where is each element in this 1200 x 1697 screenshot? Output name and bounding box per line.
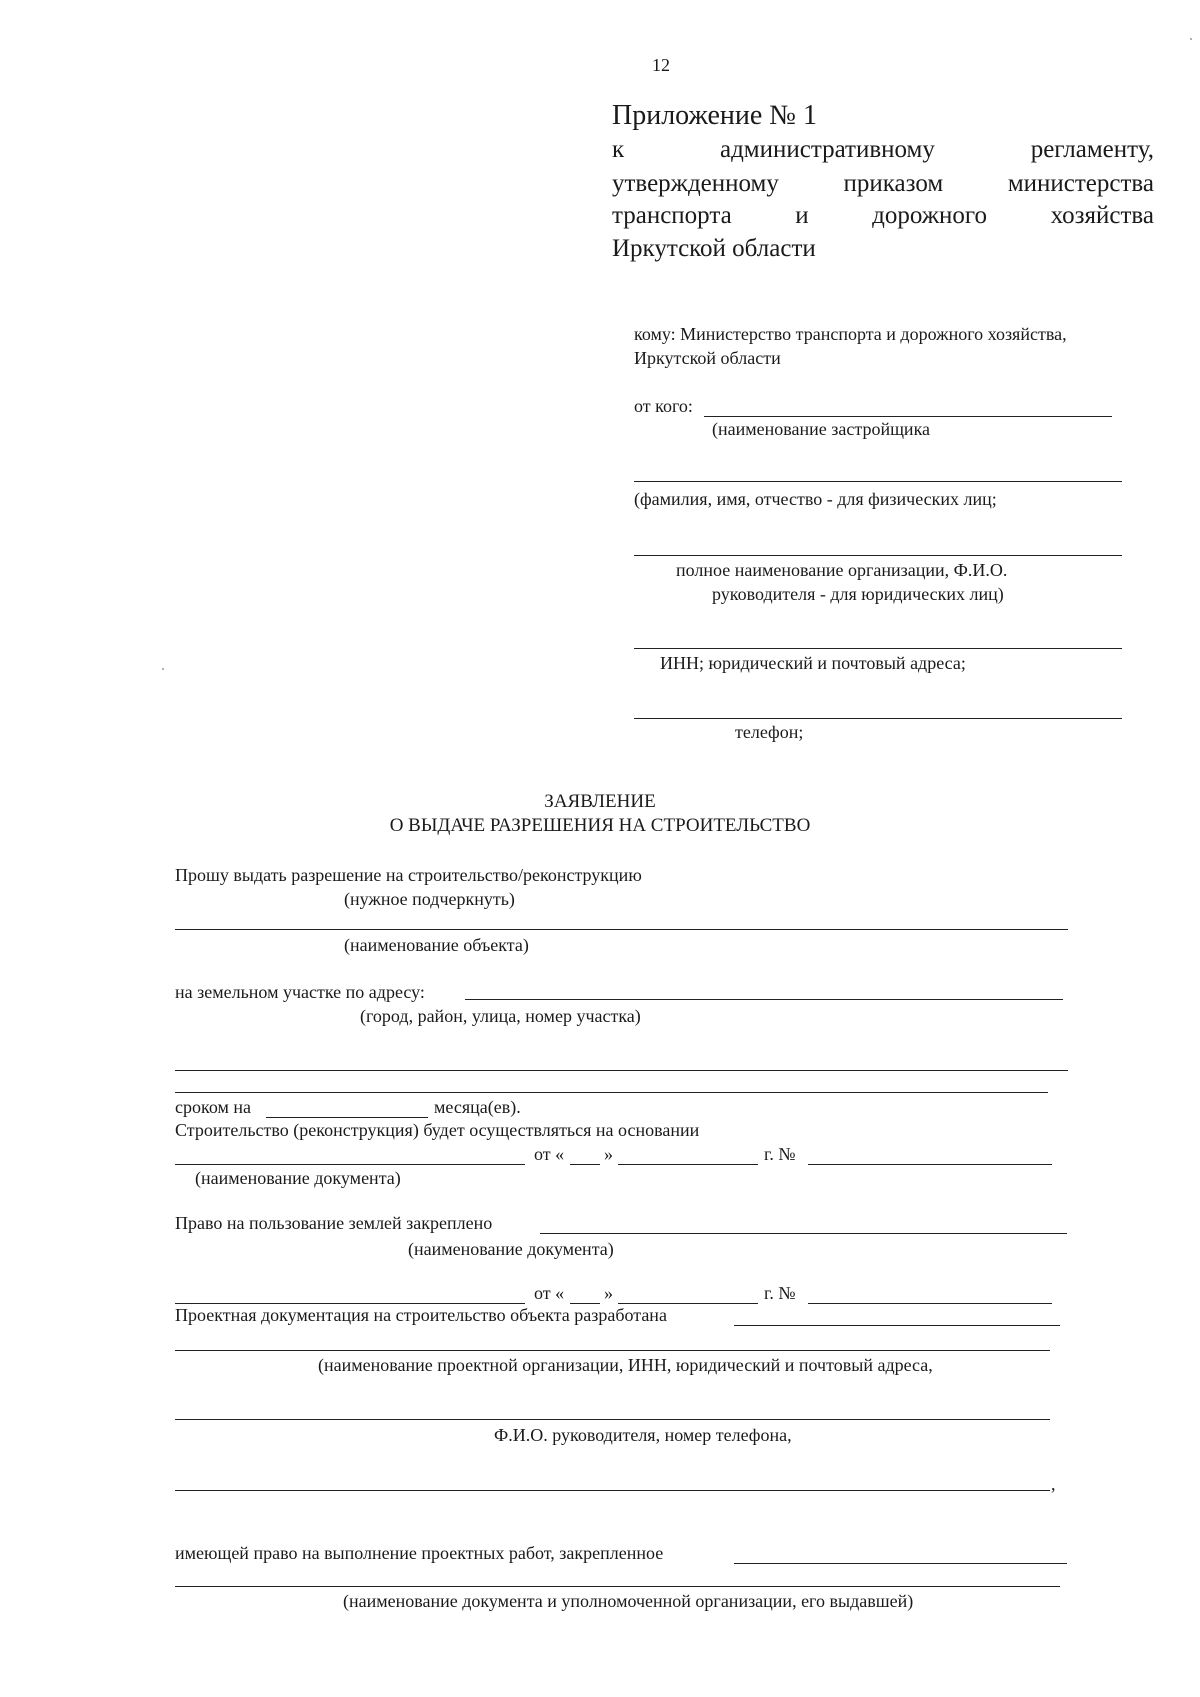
inn-caption: ИНН; юридический и почтовый адреса; bbox=[660, 653, 966, 673]
person-fill-line[interactable] bbox=[634, 481, 1122, 482]
appendix-title: Приложение № 1 bbox=[612, 100, 817, 131]
page-number: 12 bbox=[652, 55, 670, 75]
org-caption-1: полное наименование организации, Ф.И.О. bbox=[676, 560, 1008, 580]
project-fill-line-2[interactable] bbox=[175, 1350, 1050, 1351]
land-day-fill-line[interactable] bbox=[570, 1303, 600, 1304]
person-caption: (фамилия, имя, отчество - для физических лиц; bbox=[634, 489, 997, 509]
appendix-word: и bbox=[795, 202, 809, 229]
trailing-comma: , bbox=[1051, 1474, 1056, 1494]
doc-caption-1: (наименование документа) bbox=[195, 1168, 401, 1188]
appendix-word: утвержденному bbox=[612, 170, 779, 197]
appendix-word: к bbox=[612, 136, 625, 163]
right-to-work-text: имеющей право на выполнение проектных работ, закрепленное bbox=[175, 1543, 664, 1563]
basis-doc-fill-line[interactable] bbox=[175, 1164, 525, 1165]
address-fill-line[interactable] bbox=[465, 999, 1063, 1000]
year-no: г. № bbox=[764, 1144, 796, 1164]
statement-title: ЗАЯВЛЕНИЕ bbox=[544, 791, 656, 812]
addressee-to-line-2: Иркутской области bbox=[634, 348, 781, 368]
term-label: сроком на bbox=[175, 1097, 251, 1117]
org-fill-line[interactable] bbox=[634, 555, 1122, 556]
land-right-text: Право на пользование землей закреплено bbox=[175, 1213, 493, 1233]
basis-text: Строительство (реконструкция) будет осуществляться на основании bbox=[175, 1120, 700, 1140]
appendix-line-4: Иркутской области bbox=[612, 235, 816, 262]
year-no-2: г. № bbox=[764, 1283, 796, 1303]
head-fill-line-2[interactable] bbox=[175, 1490, 1050, 1491]
basis-day-fill-line[interactable] bbox=[570, 1164, 600, 1165]
appendix-line-3 bbox=[612, 202, 1154, 230]
scan-speck bbox=[162, 668, 164, 670]
underline-note: (нужное подчеркнуть) bbox=[344, 889, 515, 909]
phone-caption: телефон; bbox=[735, 722, 804, 742]
appendix-word: транспорта bbox=[612, 202, 732, 229]
org-caption-2: руководителя - для юридических лиц) bbox=[712, 584, 1004, 604]
months-label: месяца(ев). bbox=[434, 1097, 521, 1117]
basis-number-fill-line[interactable] bbox=[808, 1164, 1052, 1165]
address-caption: (город, район, улица, номер участка) bbox=[360, 1006, 641, 1026]
doc-caption-2: (наименование документа) bbox=[408, 1239, 614, 1259]
land-doc-fill-line[interactable] bbox=[175, 1303, 525, 1304]
from-fill-line[interactable] bbox=[704, 416, 1112, 417]
from-label: от кого: bbox=[634, 396, 693, 416]
appendix-word: министерства bbox=[1007, 170, 1154, 197]
appendix-word: административному bbox=[719, 136, 935, 163]
object-caption: (наименование объекта) bbox=[344, 935, 529, 955]
right-to-work-fill-line[interactable] bbox=[734, 1563, 1067, 1564]
object-fill-line[interactable] bbox=[175, 929, 1068, 930]
appendix-word: приказом bbox=[843, 170, 944, 197]
land-month-fill-line[interactable] bbox=[618, 1303, 758, 1304]
project-fill-line[interactable] bbox=[734, 1325, 1060, 1326]
inn-fill-line[interactable] bbox=[634, 648, 1122, 649]
project-docs-text: Проектная документация на строительство объекта разработана bbox=[175, 1305, 667, 1325]
scan-speck bbox=[1190, 38, 1192, 40]
basis-month-fill-line[interactable] bbox=[618, 1164, 758, 1165]
appendix-word: дорожного bbox=[872, 202, 988, 229]
appendix-word: регламенту, bbox=[1030, 136, 1154, 163]
land-address-label: на земельном участке по адресу: bbox=[175, 982, 425, 1002]
land-right-fill-line[interactable] bbox=[540, 1233, 1067, 1234]
appendix-word: хозяйства bbox=[1050, 202, 1154, 229]
address-fill-line-3[interactable] bbox=[175, 1092, 1048, 1093]
head-phone-caption: Ф.И.О. руководителя, номер телефона, bbox=[494, 1425, 792, 1445]
project-org-caption: (наименование проектной организации, ИНН, юридический и почтовый адреса, bbox=[318, 1355, 933, 1375]
issuer-fill-line[interactable] bbox=[175, 1586, 1060, 1587]
from-quote-2: от « bbox=[534, 1283, 565, 1303]
land-number-fill-line[interactable] bbox=[808, 1303, 1052, 1304]
statement-subtitle: О ВЫДАЧЕ РАЗРЕШЕНИЯ НА СТРОИТЕЛЬСТВО bbox=[389, 815, 811, 836]
developer-caption: (наименование застройщика bbox=[712, 419, 931, 439]
request-text: Прошу выдать разрешение на строительство/реконструкцию bbox=[175, 865, 642, 885]
term-fill-line[interactable] bbox=[266, 1117, 428, 1118]
from-quote: от « bbox=[534, 1144, 565, 1164]
address-fill-line-2[interactable] bbox=[175, 1070, 1068, 1071]
addressee-to-line-1: кому: Министерство транспорта и дорожного хозяйства, bbox=[634, 324, 1067, 344]
issuer-caption: (наименование документа и уполномоченной организации, его выдавшей) bbox=[343, 1591, 914, 1611]
head-fill-line[interactable] bbox=[175, 1419, 1050, 1420]
close-quote-2: » bbox=[604, 1283, 613, 1303]
close-quote: » bbox=[604, 1144, 613, 1164]
appendix-line-1 bbox=[612, 136, 1154, 164]
phone-fill-line[interactable] bbox=[634, 718, 1122, 719]
appendix-line-2 bbox=[612, 170, 1154, 198]
